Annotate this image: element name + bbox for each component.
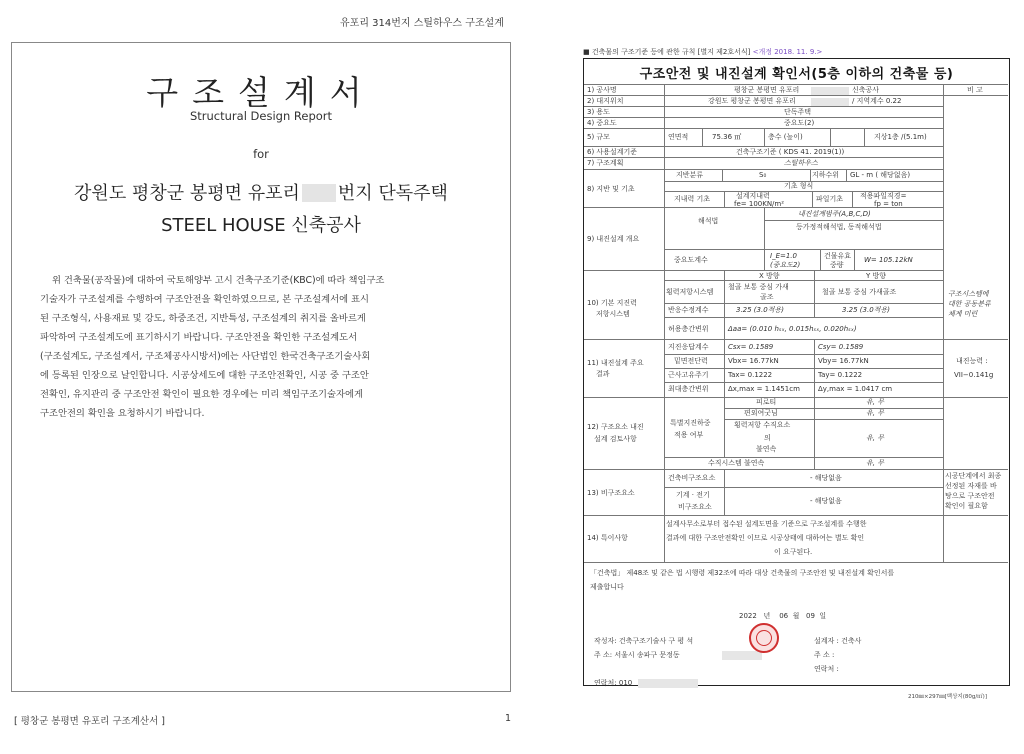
project-name-suffix: 신축공사	[852, 86, 880, 94]
lateral-element-label-3: 불연속	[756, 445, 777, 453]
writer: 작성자: 건축구조기술사 구 평 석	[594, 637, 694, 645]
cover-body-text	[40, 271, 480, 423]
submission-statement: 「건축법」 제48조 및 같은 법 시행령 제32조에 따라 대상 건축물의 구조안전 및 내진설계 확인서를	[590, 569, 895, 577]
vertical-irregularity-label: 수직시스템 불연속	[708, 459, 765, 467]
x-direction: X 방향	[759, 272, 780, 280]
form-title: 구조안전 및 내진설계 확인서(5층 이하의 건축물 등)	[639, 67, 954, 82]
grid-line	[722, 169, 723, 181]
foundation-type: 기초 형식	[784, 182, 814, 190]
groundwater: GL - m ( 해당없음)	[850, 171, 911, 179]
y-direction: Y 방향	[866, 272, 887, 280]
grid-line	[724, 469, 725, 515]
grid-line	[810, 169, 811, 181]
groundwater-label: 지하수위	[812, 171, 840, 179]
body-line: 구조안전의 확인을 요청하시기 바랍니다.	[40, 408, 205, 419]
bearing-capacity-label: 설계지내력	[736, 192, 770, 200]
lateral-element-label-2: 의	[764, 434, 771, 442]
cs-x: Csx= 0.1589	[728, 343, 774, 351]
redaction-mask	[638, 679, 698, 688]
lateral-element-value: 유, 무	[866, 434, 884, 442]
body-line: (구조설계도, 구조설계서, 구조체공사시방서)에는 사단법인 한국건축구조기술사회	[40, 351, 371, 362]
nonstructural-remark-4: 확인이 필요함	[945, 502, 988, 510]
grid-line	[812, 191, 813, 207]
seal-stamp	[749, 623, 779, 653]
lateral-element-label: 횡력저항 수직요소	[734, 421, 791, 429]
cover-title: 구조설계서	[146, 73, 376, 112]
grid-line	[943, 84, 944, 562]
grid-line	[664, 487, 943, 488]
system-remark: 구조시스템에	[948, 290, 989, 298]
grid-line	[854, 249, 855, 270]
floor-area-label: 연면적	[668, 133, 689, 141]
drift-limit: Δaa= (0.010 hₛₓ, 0.015hₛₓ, 0.020hₛₓ)	[728, 325, 857, 333]
period-y: Tay= 0.1222	[818, 371, 863, 379]
system-remark-2: 대한 공동분류	[948, 300, 991, 308]
page-number: 1	[505, 713, 512, 724]
row-label: 13) 비구조요소	[587, 489, 635, 497]
response-factor-y: 3.25 (3.0적용)	[842, 306, 890, 314]
base-shear-label: 밑면전단력	[674, 357, 708, 365]
row-label: 2) 대지위치	[587, 97, 624, 105]
special-note-2: 결과에 대한 구조안전확인 이므로 시공상태에 대하여는 별도 확인	[666, 534, 865, 542]
designer: 설계자 : 건축사	[814, 637, 862, 645]
grid-line	[814, 270, 815, 317]
body-line: 파악하여 구조설계도에 표기하시기 바랍니다. 구조안전을 확인한 구조설계도서	[40, 332, 358, 343]
special-load-label: 특별지진하중	[670, 419, 711, 427]
grid-line	[724, 270, 725, 339]
body-line: 된 구조형식, 사용재료 및 강도, 하중조건, 지반특성, 구조설계의 취지를 올바르게	[40, 313, 366, 324]
grid-line	[584, 339, 1008, 340]
grid-line	[664, 382, 943, 383]
submission-statement-2: 제출합니다	[590, 583, 624, 591]
grid-line	[724, 419, 943, 420]
grid-line	[764, 207, 765, 270]
special-note-3: 이 요구된다.	[774, 548, 813, 556]
bearing-label: 지내력 기초	[674, 195, 711, 203]
building-use: 단독주택	[784, 108, 812, 116]
stories-label: 층수 (높이)	[768, 133, 803, 141]
date-year-unit: 년	[763, 612, 771, 620]
weight-label: 건물유효	[824, 252, 852, 260]
piloti-label: 피로티	[756, 398, 777, 406]
period-x: Tax= 0.1222	[728, 371, 773, 379]
bearing-capacity: fe= 100KN/m²	[734, 200, 785, 208]
grid-line	[584, 169, 943, 170]
grid-line	[584, 146, 943, 147]
importance-factor-label: 중요도계수	[674, 256, 708, 264]
grid-line	[664, 303, 943, 304]
system-remark-3: 체계 미린	[948, 310, 978, 318]
seal-stamp-inner	[756, 630, 772, 646]
designer-address: 주 소 :	[814, 651, 835, 659]
grid-line	[584, 397, 1008, 398]
grid-line	[830, 128, 831, 146]
grid-line	[664, 317, 943, 318]
redaction-mask	[302, 184, 336, 202]
row-label-2: 저항시스템	[596, 310, 630, 318]
grid-line	[584, 562, 1008, 563]
grid-line	[584, 157, 943, 158]
cover-for-label: for	[253, 147, 269, 161]
grid-line	[852, 191, 853, 207]
grid-line	[584, 270, 943, 271]
grid-line	[702, 128, 703, 146]
pile-label: 파일기초	[816, 195, 844, 203]
redaction-mask	[722, 651, 762, 660]
lateral-system-label: 횡력저항시스템	[666, 288, 714, 296]
mep-nonstructural-value: - 해당없음	[810, 497, 842, 505]
max-drift-label: 최대층간변위	[668, 385, 709, 393]
response-factor-x: 3.25 (3.0적용)	[736, 306, 784, 314]
row-label-2: 결과	[596, 370, 610, 378]
row-label: 10) 기본 지진력	[587, 299, 637, 307]
grid-line	[846, 169, 847, 181]
grid-line	[814, 397, 815, 469]
seismic-capacity: VII−0.141g	[954, 371, 994, 379]
date-year: 2022	[739, 612, 757, 620]
body-line: 위 건축물(공작물)에 대하여 국토해양부 고시 건축구조기준(KBC)에 따라 책임구조	[52, 275, 385, 286]
cantilever-value: 유, 무	[866, 409, 884, 417]
cover-project: STEEL HOUSE 신축공사	[161, 215, 361, 236]
date-month: 06	[779, 612, 789, 620]
form-caption	[583, 47, 822, 57]
weight-label-2: 중량	[830, 261, 844, 269]
row-label: 14) 특이사항	[587, 534, 628, 542]
floor-area: 75.36 ㎡	[712, 133, 742, 141]
pile-capacity: fp = ton	[874, 200, 903, 208]
soil-class: S₀	[759, 171, 767, 179]
nonstructural-remark-3: 탕으로 구조안전	[945, 492, 995, 500]
piloti-value: 유, 무	[866, 398, 884, 406]
grid-line	[814, 339, 815, 397]
grid-line	[664, 354, 943, 355]
stories: 지상1층 /(5.1m)	[874, 133, 927, 141]
cover-page	[11, 42, 511, 692]
grid-line	[864, 128, 865, 146]
grid-line	[664, 457, 943, 458]
row-label-2: 설계 검토사항	[594, 435, 637, 443]
lateral-system-y: 철골 보통 중심 가새골조	[822, 288, 897, 296]
row-label: 8) 지반 및 기초	[587, 185, 635, 193]
row-label: 12) 구조요소 내진	[587, 423, 644, 431]
date-day-unit: 일	[819, 612, 827, 620]
body-line: 기술자가 구조설계를 수행하여 구조안전을 확인하였으므로, 본 구조설계서에 표시	[40, 294, 369, 305]
special-note: 설계사무소로부터 접수된 설계도면을 기준으로 구조설계를 수행한	[666, 520, 867, 528]
mep-nonstructural-label-2: 비구조요소	[678, 503, 712, 511]
grid-line	[584, 117, 943, 118]
seismic-category: 내진설계범주(A,B,C,D)	[798, 210, 871, 218]
document-header: 유포리 314번지 스틸하우스 구조설계	[340, 18, 504, 29]
form-revision: <개정 2018. 11. 9.>	[752, 48, 823, 56]
writer-phone: 연락처: 010	[594, 679, 633, 687]
mep-nonstructural-label: 기계 · 전기	[676, 491, 710, 499]
effective-weight: W= 105.12kN	[864, 256, 913, 264]
form-regulation: ■ 건축물의 구조기준 등에 관한 규칙 [별지 제2호서식]	[583, 48, 751, 56]
grid-line	[664, 84, 665, 562]
grid-line	[584, 469, 1008, 470]
cover-subtitle: Structural Design Report	[189, 109, 333, 123]
vertical-irregularity-value: 유, 무	[866, 459, 884, 467]
redaction-mask	[811, 87, 849, 95]
max-drift-x: Δx,max = 1.1451cm	[728, 385, 800, 393]
importance-class: (중요도2)	[770, 261, 801, 269]
lateral-system-x-2: 골조	[760, 293, 774, 301]
row-label: 9) 내진설계 개요	[587, 235, 640, 243]
cs-label: 지진응답계수	[668, 343, 709, 351]
grid-line	[664, 368, 943, 369]
row-label: 6) 사용설계기준	[587, 148, 637, 156]
arch-nonstructural-value: - 해당없음	[810, 474, 842, 482]
nonstructural-remark: 시공단계에서 최종	[945, 472, 1002, 480]
arch-nonstructural-label: 건축비구조요소	[668, 474, 716, 482]
row-label: 4) 중요도	[587, 119, 617, 127]
lateral-system-x: 철골 보통 중심 가새	[728, 283, 789, 291]
structural-system: 스틸하우스	[784, 159, 818, 167]
grid-line	[764, 220, 943, 221]
grid-line	[724, 191, 725, 207]
soil-class-label: 지반분류	[676, 171, 704, 179]
importance-factor: I_E=1.0	[770, 252, 797, 260]
paper-size-note: 210㎜×297㎜[백상지(80g/㎡)]	[908, 694, 987, 700]
grid-line	[584, 106, 943, 107]
row-label: 1) 공사명	[587, 86, 617, 94]
remark-header: 비 고	[967, 86, 983, 94]
grid-line	[584, 84, 1008, 85]
base-shear-x: Vbx= 16.77kN	[728, 357, 779, 365]
confirmation-form	[583, 58, 1010, 686]
cantilever-label: 편외여굿님	[744, 409, 778, 417]
pile-diameter-label: 적용파일직경=	[860, 192, 907, 200]
cover-address-before: 강원도 평창군 봉평면 유포리	[74, 183, 300, 204]
drift-limit-label: 허용층간변위	[668, 325, 709, 333]
grid-line	[820, 249, 821, 270]
max-drift-y: Δy,max = 1.0417 cm	[818, 385, 893, 393]
analysis-method: 등가정적해석법, 동적해석법	[796, 223, 882, 231]
redaction-mask	[811, 98, 849, 106]
row-label: 11) 내진설계 주요	[587, 359, 644, 367]
importance: 중요도(2)	[784, 119, 815, 127]
row-label: 3) 용도	[587, 108, 610, 116]
body-line: 에 등록된 인장으로 날인합니다. 시공상세도에 대한 구조안전확인, 시공 중 구조안	[40, 370, 369, 381]
period-label: 근사고유주기	[668, 371, 709, 379]
footer-label: [ 평창군 봉평면 유포리 구조계산서 ]	[14, 716, 165, 727]
row-label: 7) 구조계획	[587, 159, 624, 167]
grid-line	[664, 249, 943, 250]
grid-line	[584, 95, 1008, 96]
base-shear-y: Vby= 16.77kN	[818, 357, 869, 365]
seismic-capacity-label: 내진능력 :	[956, 357, 988, 365]
body-line: 전확인, 유지관리 중 구조안전 확인이 필요한 경우에는 미리 책임구조기술자에게	[40, 389, 363, 400]
date	[739, 612, 826, 621]
row-label: 5) 규모	[587, 133, 610, 141]
site-location: 강원도 평창군 봉평면 유포리	[708, 97, 796, 105]
grid-line	[584, 515, 1008, 516]
response-factor-label: 반응수정계수	[668, 306, 709, 314]
date-month-unit: 월	[792, 612, 800, 620]
grid-line	[724, 397, 725, 457]
project-name: 평창군 봉평면 유포리	[734, 86, 800, 94]
nonstructural-remark-2: 선정된 자재를 바	[945, 482, 997, 490]
zone-factor: / 지역계수 0.22	[852, 97, 902, 105]
grid-line	[664, 280, 943, 281]
date-day: 09	[806, 612, 815, 620]
analysis-label: 해석법	[698, 217, 719, 225]
design-code: 건축구조기준 ( KDS 41. 2019(1))	[736, 148, 845, 156]
cover-address-after: 번지 단독주택	[337, 183, 448, 204]
special-load-label-2: 적용 여부	[674, 431, 704, 439]
grid-line	[724, 339, 725, 397]
cover-address	[12, 179, 510, 205]
cs-y: Csy= 0.1589	[818, 343, 864, 351]
grid-line	[764, 128, 765, 146]
writer-address: 주 소: 서울시 송파구 문정동	[594, 651, 680, 659]
designer-phone: 연락처 :	[814, 665, 839, 673]
